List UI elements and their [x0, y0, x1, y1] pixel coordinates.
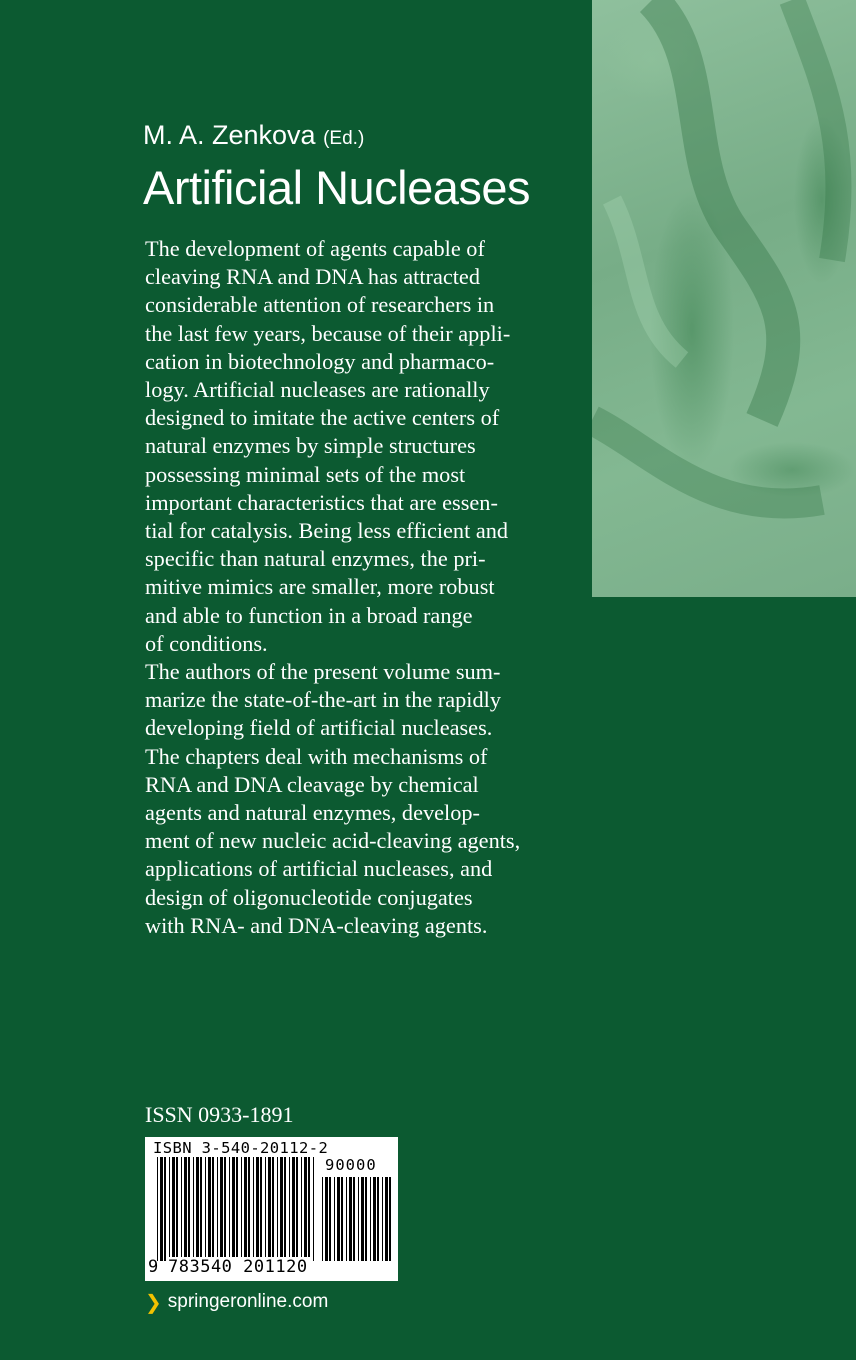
text-line: and able to function in a broad range [145, 602, 473, 628]
text-line: The development of agents capable of [145, 236, 485, 261]
cover-image [592, 0, 856, 597]
barcode-bar [268, 1157, 271, 1261]
barcode-bar [169, 1157, 170, 1261]
barcode-bar [208, 1157, 211, 1261]
barcode-bar [184, 1157, 187, 1261]
barcode-bar [244, 1157, 247, 1261]
text-line: ment of new nucleic acid-cleaving agents, [145, 828, 521, 854]
text-line: design of oligonucleotide conjugates [145, 884, 473, 910]
book-description [145, 235, 565, 940]
text-line: cation in biotechnology and pharmaco- [145, 348, 495, 374]
barcode-bars [157, 1157, 317, 1261]
description-paragraph-2 [145, 658, 565, 940]
barcode-bar [253, 1157, 254, 1261]
barcode-bar [296, 1157, 298, 1261]
text-line: agents and natural enzymes, develop- [145, 800, 480, 826]
barcode-bar [292, 1157, 295, 1261]
barcode-bar [334, 1177, 335, 1261]
barcode-bar [329, 1177, 331, 1261]
barcode-bar [200, 1157, 202, 1261]
text-line: developing field of artificial nucleases. [145, 715, 493, 741]
barcode-bar [385, 1177, 388, 1261]
barcode-bar [232, 1157, 235, 1261]
barcode-bar [358, 1177, 359, 1261]
barcode-bar [236, 1157, 238, 1261]
description-paragraph-1 [145, 235, 565, 658]
barcode-bar [277, 1157, 278, 1261]
barcode-bar [361, 1177, 364, 1261]
issn-number: ISSN 0933-1891 [145, 1102, 294, 1127]
book-title: Artificial Nucleases [143, 161, 531, 214]
text-line: the last few years, because of their appli- [145, 320, 511, 346]
barcode-bar [304, 1157, 307, 1261]
barcode-bar [346, 1177, 347, 1261]
barcode-bar [373, 1177, 376, 1261]
barcode-bar [229, 1157, 230, 1261]
text-line: with RNA- and DNA-cleaving agents. [145, 912, 488, 938]
barcode-bar [212, 1157, 214, 1261]
isbn-label: ISBN 3-540-20112-2 [153, 1139, 329, 1157]
barcode-bar [248, 1157, 250, 1261]
barcode-bar [382, 1177, 383, 1261]
text-line: tial for catalysis. Being less efficient and [145, 518, 509, 544]
barcode-bar [289, 1157, 290, 1261]
text-line: natural enzymes by simple structures [145, 433, 476, 459]
barcode-bar [337, 1177, 340, 1261]
editor-role: (Ed.) [323, 128, 365, 149]
barcode-bar [220, 1157, 223, 1261]
barcode-bar [241, 1157, 242, 1261]
text-line: considerable attention of researchers in [145, 292, 495, 318]
barcode-bar [280, 1157, 283, 1261]
barcode-bar [205, 1157, 206, 1261]
ean-digits: 783540 201120 [168, 1257, 308, 1277]
barcode-addon-number: 90000 [325, 1156, 377, 1174]
barcode-addon-bars [322, 1177, 392, 1261]
barcode-bar [217, 1157, 218, 1261]
text-line: logy. Artificial nucleases are rationally [145, 377, 490, 403]
cover-image-pattern [592, 0, 856, 597]
text-line: of conditions. [145, 630, 268, 656]
barcode-bar [272, 1157, 274, 1261]
barcode-bar [193, 1157, 194, 1261]
barcode-bar [308, 1157, 310, 1261]
barcode-bar [188, 1157, 190, 1261]
isbn-barcode [145, 1137, 398, 1281]
barcode-bar [164, 1157, 166, 1261]
barcode-bar [224, 1157, 226, 1261]
barcode-bar [265, 1157, 266, 1261]
barcode-bar [325, 1177, 328, 1261]
barcode-bar [181, 1157, 182, 1261]
editor-name: M. A. Zenkova [143, 120, 316, 150]
barcode-bar [353, 1177, 355, 1261]
barcode-bar [157, 1157, 158, 1261]
website-link[interactable]: springeronline.com [167, 1291, 329, 1312]
text-line: RNA and DNA cleavage by chemical [145, 771, 479, 797]
editor-credit [143, 120, 364, 151]
text-line: applications of artificial nucleases, and [145, 856, 493, 882]
text-line: cleaving RNA and DNA has attracted [145, 264, 480, 290]
barcode-bar [313, 1157, 314, 1261]
barcode-bar [256, 1157, 259, 1261]
barcode-bar [341, 1177, 343, 1261]
publisher-website[interactable] [145, 1290, 328, 1314]
ean-first-digit: 9 [148, 1257, 159, 1277]
text-line: specific than natural enzymes, the pri- [145, 546, 486, 572]
barcode-bar [365, 1177, 367, 1261]
text-line: The chapters deal with mechanisms of [145, 743, 488, 769]
barcode-bar [349, 1177, 352, 1261]
text-line: mitive mimics are smaller, more robust [145, 574, 495, 600]
barcode-bar [377, 1177, 379, 1261]
barcode-bar [196, 1157, 199, 1261]
barcode-bar [301, 1157, 302, 1261]
text-line: The authors of the present volume sum- [145, 659, 501, 685]
text-line: important characteristics that are essen- [145, 489, 498, 515]
text-line: marize the state-of-the-art in the rapidly [145, 687, 501, 713]
barcode-bar [160, 1157, 163, 1261]
text-line: designed to imitate the active centers of [145, 405, 500, 431]
text-line: possessing minimal sets of the most [145, 461, 466, 487]
barcode-bar [176, 1157, 178, 1261]
barcode-bar [389, 1177, 391, 1261]
barcode-bar [260, 1157, 262, 1261]
barcode-bar [322, 1177, 323, 1261]
barcode-bar [172, 1157, 175, 1261]
barcode-bar [370, 1177, 371, 1261]
chevron-right-icon: ❯ [145, 1290, 162, 1314]
barcode-bar [284, 1157, 286, 1261]
